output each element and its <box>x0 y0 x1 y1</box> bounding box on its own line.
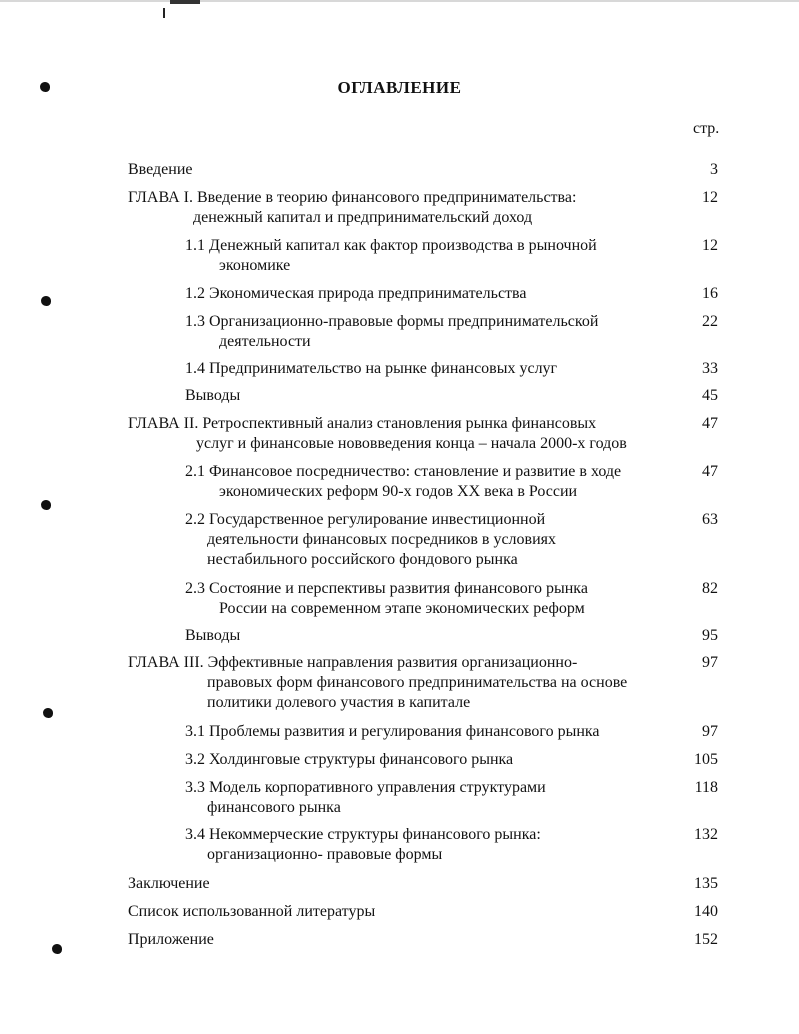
punch-hole-mark <box>43 708 53 718</box>
toc-entry-continuation: организационно- правовые формы <box>207 846 443 863</box>
toc-page-number: 97 <box>702 723 718 740</box>
toc-entry-continuation: политики долевого участия в капитале <box>207 694 471 711</box>
toc-entry-title: 2.3 Состояние и перспективы развития финансового рынка <box>185 580 588 597</box>
toc-page-number: 33 <box>702 360 718 377</box>
toc-page-number: 105 <box>694 751 718 768</box>
toc-entry-continuation: деятельности финансовых посредников в условиях <box>207 531 557 548</box>
toc-entry-title: 1.2 Экономическая природа предпринимательства <box>185 285 527 302</box>
toc-entry-continuation: экономике <box>219 257 291 274</box>
toc-entry-continuation: услуг и финансовые нововведения конца – начала 2000-х годов <box>196 435 627 452</box>
toc-entry-continuation: правовых форм финансового предпринимательства на основе <box>207 674 628 691</box>
toc-page-number: 12 <box>702 189 718 206</box>
toc-entry-continuation: денежный капитал и предпринимательский доход <box>193 209 533 226</box>
toc-page-number: 47 <box>702 415 718 432</box>
toc-entry-title: 1.3 Организационно-правовые формы предпринимательской <box>185 313 599 330</box>
punch-hole-mark <box>52 944 62 954</box>
page-column-header: стр. <box>693 120 720 137</box>
toc-entry-title: ГЛАВА III. Эффективные направления развития организационно- <box>128 654 578 671</box>
toc-entry-title: Введение <box>128 161 193 178</box>
toc-entry-continuation: экономических реформ 90-х годов XX века в России <box>219 483 578 500</box>
toc-page-number: 132 <box>694 826 718 843</box>
toc-entry-title: ГЛАВА II. Ретроспективный анализ становления рынка финансовых <box>128 415 597 432</box>
punch-hole-mark <box>41 500 51 510</box>
toc-page-number: 135 <box>694 875 718 892</box>
toc-entry-title: 3.4 Некоммерческие структуры финансового рынка: <box>185 826 541 843</box>
toc-entry-title: 3.3 Модель корпоративного управления структурами <box>185 779 546 796</box>
scan-mark <box>170 0 200 4</box>
toc-page-number: 63 <box>702 511 718 528</box>
toc-page-number: 82 <box>702 580 718 597</box>
page-title: ОГЛАВЛЕНИЕ <box>337 78 462 97</box>
toc-page-number: 45 <box>702 387 718 404</box>
toc-page-number: 16 <box>702 285 718 302</box>
toc-entry-continuation: финансового рынка <box>207 799 341 816</box>
toc-entry-title: 3.2 Холдинговые структуры финансового рынка <box>185 751 514 768</box>
toc-entry-title: 2.2 Государственное регулирование инвестиционной <box>185 511 546 528</box>
toc-page-number: 95 <box>702 627 718 644</box>
toc-entry-continuation: нестабильного российского фондового рынка <box>207 551 518 568</box>
toc-page-number: 152 <box>694 931 718 948</box>
toc-page-number: 22 <box>702 313 718 330</box>
punch-hole-mark <box>41 296 51 306</box>
toc-entry-title: 3.1 Проблемы развития и регулирования финансового рынка <box>185 723 600 740</box>
toc-page-number: 97 <box>702 654 718 671</box>
toc-page-number: 12 <box>702 237 718 254</box>
toc-page-number: 140 <box>694 903 718 920</box>
toc-entry-title: 1.4 Предпринимательство на рынке финансовых услуг <box>185 360 558 377</box>
toc-entry-title: Выводы <box>185 627 241 644</box>
toc-entry-title: Заключение <box>128 875 210 892</box>
toc-page-number: 3 <box>710 161 718 178</box>
toc-entry-title: Приложение <box>128 931 214 948</box>
toc-entry-continuation: деятельности <box>219 333 311 350</box>
scan-tick <box>163 8 165 18</box>
toc-page-number: 47 <box>702 463 718 480</box>
toc-entry-title: ГЛАВА I. Введение в теорию финансового предпринимательства: <box>128 189 577 206</box>
toc-entry-title: 2.1 Финансовое посредничество: становление и развитие в ходе <box>185 463 622 480</box>
toc-entry-title: Список использованной литературы <box>128 903 376 920</box>
toc-entry-continuation: России на современном этапе экономических реформ <box>219 600 585 617</box>
scan-edge <box>0 0 799 2</box>
toc-entry-title: 1.1 Денежный капитал как фактор производства в рыночной <box>185 237 597 254</box>
toc-entry-title: Выводы <box>185 387 241 404</box>
toc-page-number: 118 <box>694 779 718 796</box>
